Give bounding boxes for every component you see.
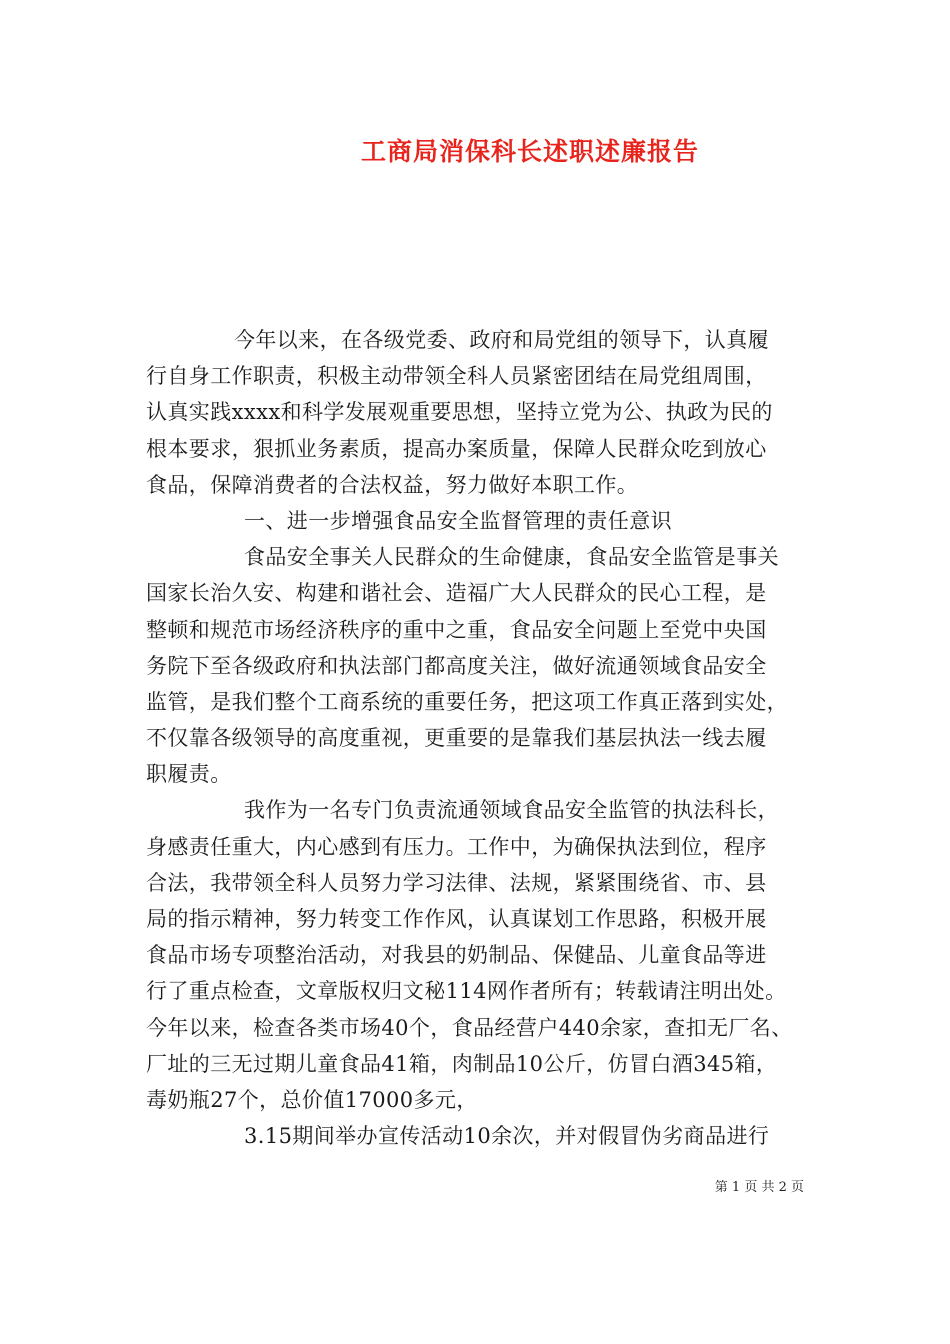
body-line: 3.15期间举办宣传活动10余次，并对假冒伪劣商品进行 — [244, 1124, 770, 1149]
body-line: 职履责。 — [146, 762, 232, 787]
body-line: 毒奶瓶27个，总价值17000多元， — [146, 1087, 478, 1112]
body-line: 整顿和规范市场经济秩序的重中之重，食品安全问题上至党中央国 — [146, 617, 767, 642]
page-footer: 第 1 页 共 2 页 — [714, 1180, 804, 1195]
body-line: 监管，是我们整个工商系统的重要任务，把这项工作真正落到实处， — [146, 689, 788, 714]
body-line: 国家长治久安、构建和谐社会、造福广大人民群众的民心工程，是 — [146, 581, 767, 606]
body-line: 厂址的三无过期儿童食品41箱，肉制品10公斤，仿冒白酒345箱， — [146, 1051, 778, 1076]
body-line: 食品市场专项整治活动，对我县的奶制品、保健品、儿童食品等进 — [146, 943, 767, 968]
body-line: 务院下至各级政府和执法部门都高度关注，做好流通领域食品安全 — [146, 653, 767, 678]
document-title: 工商局消保科长述职述廉报告 — [360, 137, 699, 166]
body-line: 身感责任重大，内心感到有压力。工作中，为确保执法到位，程序 — [146, 834, 767, 859]
body-line: 合法，我带领全科人员努力学习法律、法规，紧紧围绕省、市、县 — [146, 870, 767, 895]
body-line: 局的指示精神，努力转变工作作风，认真谋划工作思路，积极开展 — [146, 907, 767, 931]
body-line: 行自身工作职责，积极主动带领全科人员紧密团结在局党组周围， — [146, 364, 767, 389]
body-line: 今年以来，在各级党委、政府和局党组的领导下，认真履 — [234, 328, 769, 352]
body-line: 认真实践xxxx和科学发展观重要思想，坚持立党为公、执政为民的 — [146, 400, 773, 425]
document-body — [146, 322, 816, 1154]
body-line: 根本要求，狠抓业务素质，提高办案质量，保障人民群众吃到放心 — [146, 436, 767, 461]
body-line: 我作为一名专门负责流通领域食品安全监管的执法科长， — [244, 798, 779, 823]
section-heading: 一、进一步增强食品安全监督管理的责任意识 — [244, 508, 672, 533]
body-line: 食品，保障消费者的合法权益，努力做好本职工作。 — [146, 472, 639, 497]
body-line: 行了重点检查，文章版权归文秘114网作者所有；转载请注明出处。 — [146, 979, 787, 1004]
body-line: 食品安全事关人民群众的生命健康，食品安全监管是事关 — [244, 545, 779, 570]
body-line: 今年以来，检查各类市场40个，食品经营户440余家，查扣无厂名、 — [146, 1015, 793, 1040]
body-line: 不仅靠各级领导的高度重视，更重要的是靠我们基层执法一线去履 — [146, 726, 767, 751]
